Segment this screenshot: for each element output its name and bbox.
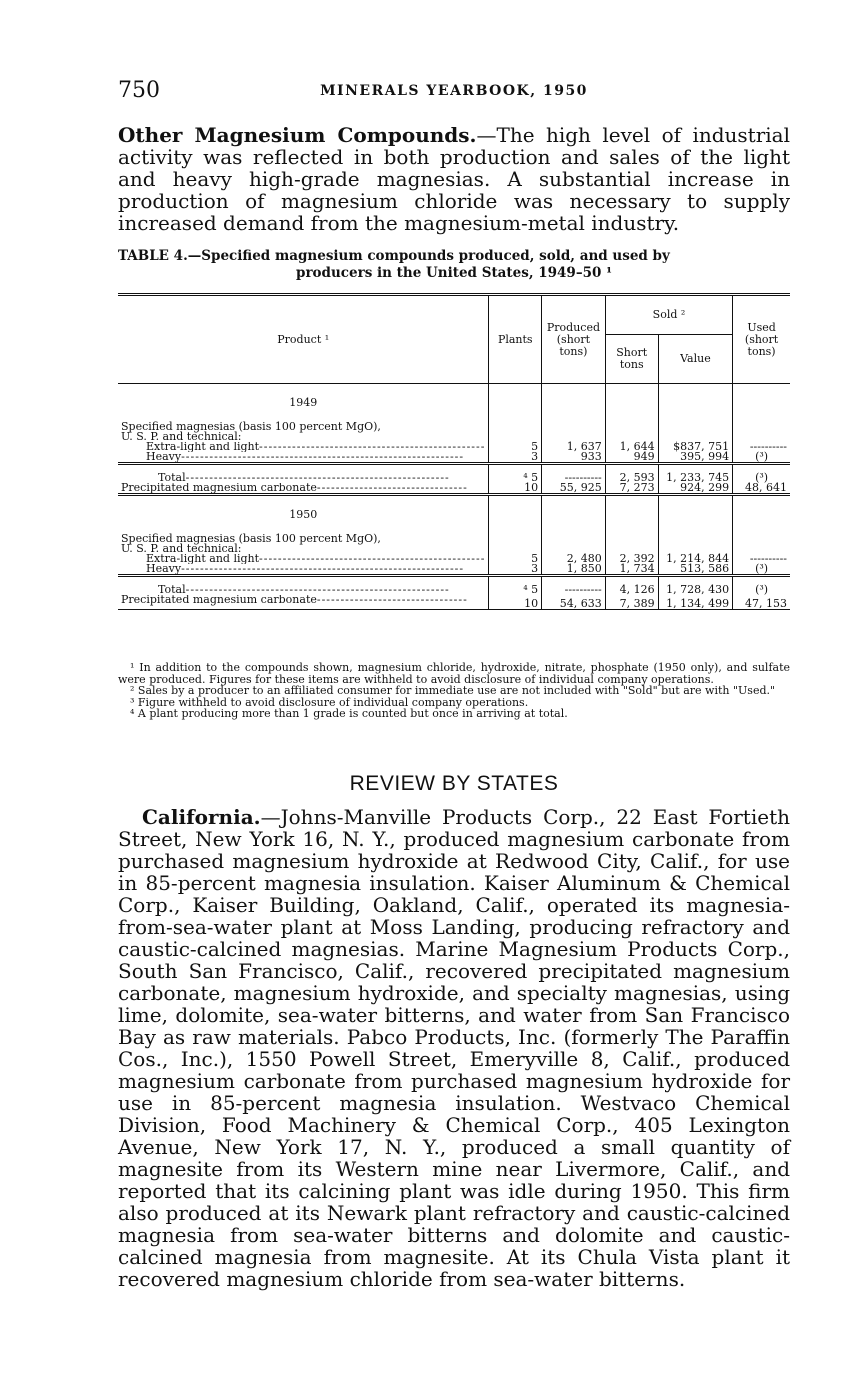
cell-sold: 7, 273: [605, 483, 658, 495]
cell-value: 395, 994: [658, 452, 733, 464]
group-label: Specified magnesias (basis 100 percent MgO),: [121, 532, 381, 545]
intro-text: —The high level of industrial activity was reflected in both production and sales of the light and heavy high-grade magnesias. A substantial increase in production of magnesium chloride was necessary to supply increased demand from the magnesium-metal industry.: [118, 123, 790, 235]
footnote-1: ¹ In addition to the compounds shown, magnesium chloride, hydroxide, nitrate, phosphate (1950 only), and sulfate were produced. Figures for these items are withheld to avoid disclosure of individual company operations.: [118, 661, 790, 686]
cell-plants: 10: [489, 595, 542, 610]
table-caption: [118, 248, 790, 282]
table-caption-line1: TABLE 4.—Specified magnesium compounds produced, sold, and used by: [118, 248, 670, 264]
cell-sold: 4, 126: [605, 576, 658, 596]
cell-plants: 5: [489, 442, 542, 452]
cell-value: 1, 728, 430: [658, 576, 733, 596]
year-label: 1950: [118, 495, 489, 535]
cell-plants: ⁴ 5: [489, 576, 542, 596]
cell-used: ----------: [733, 442, 790, 452]
cell-sold: 1, 644: [605, 442, 658, 452]
cell-sold: 949: [605, 452, 658, 464]
cell-value: 1, 233, 745: [658, 464, 733, 484]
col-header-product: Product ¹: [118, 295, 489, 384]
row-label: Heavy: [146, 564, 182, 575]
row-label: Precipitated magnesium carbonate: [121, 483, 317, 494]
footnote-4: ⁴ A plant producing more than 1 grade is counted but once in arriving at total.: [130, 707, 568, 720]
cell-used: ----------: [733, 554, 790, 564]
table-row: Extra-light and light------------------------------------------------ 5 2, 480 2, 392 1, 214, 844 ----------: [118, 554, 790, 564]
row-label: Total: [158, 583, 186, 595]
cell-produced: 54, 633: [542, 595, 606, 610]
row-label: Heavy: [146, 452, 182, 463]
cell-used: 47, 153: [733, 595, 790, 610]
cell-sold: 2, 392: [605, 554, 658, 564]
california-lead: California.: [142, 805, 261, 829]
cell-plants: 5: [489, 554, 542, 564]
cell-produced: 1, 850: [542, 564, 606, 576]
cell-value: 513, 586: [658, 564, 733, 576]
intro-paragraph: [118, 124, 790, 234]
cell-plants: 3: [489, 452, 542, 464]
cell-produced: 2, 480: [542, 554, 606, 564]
group-label: U. S. P. and technical:: [121, 430, 242, 443]
page-number: 750: [118, 78, 160, 103]
cell-value: 1, 134, 499: [658, 595, 733, 610]
cell-produced: ----------: [542, 464, 606, 484]
california-paragraph: [118, 806, 790, 1290]
cell-sold: 2, 593: [605, 464, 658, 484]
cell-produced: 933: [542, 452, 606, 464]
table-row: Heavy------------------------------------------------------------ 3 1, 850 1, 734 513, 586 (³): [118, 564, 790, 576]
col-header-sold-value: Value: [658, 335, 733, 384]
cell-plants: 3: [489, 564, 542, 576]
cell-produced: ----------: [542, 576, 606, 596]
data-table: [118, 293, 790, 610]
footnotes: [118, 662, 790, 720]
running-header: [118, 78, 790, 102]
table-row: Total-------------------------------------------------------- ⁴ 5 ---------- 4, 126 1, 728, 430 (³): [118, 576, 790, 596]
table-row: Precipitated magnesium carbonate-------------------------------- 10 54, 633 7, 389 1, 134, 499 47, 153: [118, 595, 790, 610]
cell-value: $837, 751: [658, 442, 733, 452]
section-title: REVIEW BY STATES: [349, 772, 559, 795]
cell-produced: 1, 637: [542, 442, 606, 452]
cell-value: 1, 214, 844: [658, 554, 733, 564]
group-label: Specified magnesias (basis 100 percent MgO),: [121, 420, 381, 433]
row-label: Extra-light and light: [146, 554, 260, 564]
year-row-1950: [118, 495, 790, 535]
cell-plants: ⁴ 5: [489, 464, 542, 484]
cell-plants: 10: [489, 483, 542, 495]
col-header-sold: Sold ²: [605, 295, 732, 335]
cell-sold: 7, 389: [605, 595, 658, 610]
year-row-1949: [118, 384, 790, 423]
col-header-plants: Plants: [489, 295, 542, 384]
row-label: Extra-light and light: [146, 442, 260, 452]
footnote-3: ³ Figure withheld to avoid disclosure of individual company operations.: [130, 695, 529, 709]
cell-used: (³): [733, 576, 790, 596]
cell-produced: 55, 925: [542, 483, 606, 495]
table-row: Precipitated magnesium carbonate-------------------------------- 10 55, 925 7, 273 924, 299 48, 641: [118, 483, 790, 495]
cell-value: 924, 299: [658, 483, 733, 495]
footnote-2: ² Sales by a producer to an affiliated consumer for immediate use are not included with "Sold" but are with "Used.": [130, 684, 776, 697]
col-header-produced: Produced (short tons): [542, 295, 606, 384]
running-title: MINERALS YEARBOOK, 1950: [320, 83, 588, 99]
group-label: U. S. P. and technical:: [121, 542, 242, 555]
cell-sold: 1, 734: [605, 564, 658, 576]
table-row: Extra-light and light------------------------------------------------ 5 1, 637 1, 644 $837, 751 ----------: [118, 442, 790, 452]
col-header-sold-tons: Short tons: [605, 335, 658, 384]
intro-lead: Other Magnesium Compounds.: [118, 123, 477, 147]
table-caption-line2: producers in the United States, 1949–50 ¹: [296, 265, 612, 281]
cell-used: (³): [733, 452, 790, 464]
col-header-used: Used (short tons): [733, 295, 790, 384]
cell-used: (³): [733, 464, 790, 484]
table-row: Total-------------------------------------------------------- ⁴ 5 ---------- 2, 593 1, 233, 745 (³): [118, 464, 790, 484]
table-row: Heavy------------------------------------------------------------ 3 933 949 395, 994 (³): [118, 452, 790, 464]
cell-used: (³): [733, 564, 790, 576]
cell-used: 48, 641: [733, 483, 790, 495]
row-label: Total: [158, 471, 186, 483]
year-label: 1949: [289, 396, 318, 409]
california-text: —Johns-Manville Products Corp., 22 East Fortieth Street, New York 16, N. Y., produced magnesium carbonate from purchased magnesium hydroxide at Redwood City, Calif., for use in 85-percent magnesia insulation. Kaiser Aluminum & Chemical Corp., Kaiser Building, Oakland, Calif., operated its magnesia-from-sea-water plant at Moss Landing, producing refractory and caustic-calcined magnesias. Marine Magnesium Products Corp., South San Francisco, Calif., recovered precipitated magnesium carbonate, magnesium hydroxide, and specialty magnesias, using lime, dolomite, sea-water bitterns, and water from San Francisco Bay as raw materials. Pabco Products, Inc. (formerly The Paraffin Cos., Inc.), 1550 Powell Street, Emeryville 8, Calif., produced magnesium carbonate from purchased magnesium hydroxide for use in 85-percent magnesia insulation. Westvaco Chemical Division, Food Machinery & Chemical Corp., 405 Lexington Avenue, New York 17, N. Y., produced a small quantity of magnesite from its Western mine near Livermore, Calif., and reported that its calcining plant was idle during 1950. This firm also produced at its Newark plant refractory and caustic-calcined magnesia from sea-water bitterns and dolomite and caustic-calcined magnesia from magnesite. At its Chula Vista plant it recovered magnesium chloride from sea-water bitterns.: [118, 805, 790, 1291]
row-label: Precipitated magnesium carbonate: [121, 595, 317, 606]
